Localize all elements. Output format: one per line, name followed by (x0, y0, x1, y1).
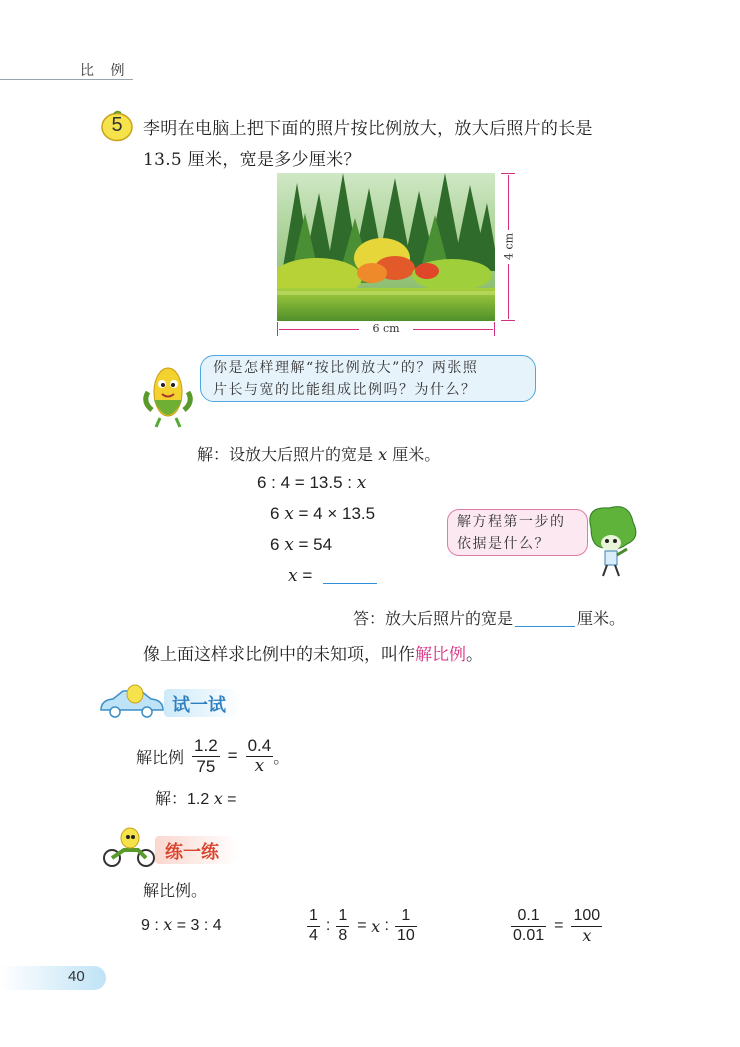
page-number: 40 (68, 968, 85, 985)
p3-b-den: x (582, 925, 592, 945)
try-problem (136, 735, 289, 777)
cabbage-mascot-icon (581, 503, 639, 578)
definition-highlight: 解比例 (415, 645, 466, 665)
p3-a-den: 0.01 (513, 926, 545, 944)
page-number-tab (0, 966, 106, 990)
photo-width-label: 6 cm (372, 322, 400, 335)
p2-var: x (371, 916, 381, 936)
try-prompt: 解比例 (136, 747, 185, 767)
p2-eq: = (357, 917, 372, 934)
step1-var: x (356, 473, 367, 493)
practice-problem-3 (511, 905, 602, 947)
try-car-mascot (97, 684, 165, 720)
practice-bike-mascot (100, 826, 158, 868)
step4-b: = (297, 566, 313, 585)
car-mascot-icon (97, 684, 165, 720)
solution-step2 (270, 504, 375, 524)
try-fraction-right (246, 736, 274, 776)
p2-frac-a (307, 907, 320, 945)
hint-line1: 解方程第一步的 (457, 514, 566, 530)
step3-b: = 54 (293, 535, 333, 554)
example-number: 5 (111, 114, 123, 136)
step1-text: 6 : 4 = 13.5 : (257, 473, 357, 492)
p3-frac-b (571, 907, 602, 945)
dimension-tick-bottom (501, 320, 515, 321)
try-fraction-left (192, 736, 220, 776)
try-solve (155, 786, 237, 809)
p2-b-den: 8 (338, 926, 348, 944)
p2-a-num: 1 (309, 907, 318, 925)
bubble-line1: 你是怎样理解“按比例放大”的？两张照 (213, 360, 479, 376)
definition-b: 。 (466, 645, 483, 665)
corn-mascot (140, 362, 196, 428)
p3-b-num: 100 (573, 907, 601, 925)
try-equals: = (227, 746, 238, 765)
try-title: 试一试 (172, 695, 226, 715)
definition-a: 像上面这样求比例中的未知项，叫作 (143, 645, 415, 665)
definition-text (143, 640, 483, 665)
p3-frac-a (511, 907, 546, 945)
question-bubble (200, 355, 536, 402)
p2-a-den: 4 (309, 926, 318, 944)
p1-var: x (163, 915, 173, 934)
p2-colon2: : (380, 917, 389, 934)
p2-c-den: 10 (396, 926, 415, 944)
try-solve-a: 解：1.2 (155, 791, 214, 808)
bubble-line2: 片长与宽的比能组成比例吗？为什么？ (213, 382, 477, 398)
step2-var: x (284, 504, 294, 524)
answer-b: 厘米。 (577, 609, 626, 628)
try-solve-b: = (222, 791, 237, 808)
photo-height-label: 4 cm (502, 232, 516, 261)
motorbike-mascot-icon (100, 826, 158, 868)
solution-intro (197, 442, 440, 465)
p2-frac-b (336, 907, 349, 945)
step4-answer-blank[interactable] (323, 583, 377, 584)
try-period: 。 (273, 747, 290, 767)
solution-intro-var: x (378, 445, 388, 464)
dimension-tick-top (501, 173, 515, 174)
p1-b: = 3 : 4 (172, 917, 222, 934)
try-frac2-num: 0.4 (247, 735, 272, 755)
practice-prompt: 解比例。 (143, 881, 208, 900)
solution-intro-b: 厘米。 (387, 445, 441, 464)
try-frac1-num: 1.2 (194, 735, 218, 755)
photo-height-dimension (497, 173, 521, 321)
step3-var: x (284, 535, 294, 555)
question-line1: 李明在电脑上把下面的照片按比例放大，放大后照片的长是 (143, 119, 593, 139)
p1-a: 9 : (141, 917, 164, 934)
chapter-title: 比 例 (80, 63, 131, 79)
photo-width-dimension (277, 322, 495, 342)
example-number-badge (100, 110, 134, 142)
solution-step4 (288, 566, 377, 586)
try-frac1-den: 75 (196, 756, 216, 776)
step2-a: 6 (270, 504, 285, 523)
step2-b: = 4 × 13.5 (293, 504, 376, 523)
p2-frac-c (395, 907, 417, 945)
practice-title: 练一练 (165, 842, 219, 862)
p3-a-num: 0.1 (517, 907, 540, 925)
dimension-line-bottom (508, 264, 509, 319)
corn-mascot-icon (140, 362, 196, 428)
step3-a: 6 (270, 535, 285, 554)
try-frac2-den: x (254, 755, 265, 776)
forest-photo-image (277, 173, 495, 321)
try-solve-var: x (213, 789, 223, 808)
step4-var: x (288, 566, 298, 586)
hint-line2: 依据是什么？ (457, 536, 550, 552)
solution-step3 (270, 535, 332, 555)
answer-blank[interactable] (515, 626, 575, 627)
p2-colon1: : (325, 917, 331, 934)
practice-problem-1 (141, 915, 222, 935)
answer-a: 答：放大后照片的宽是 (353, 609, 514, 628)
hint-bubble (447, 509, 588, 556)
forest-photo (277, 173, 495, 321)
cabbage-mascot (581, 503, 639, 578)
p2-c-num: 1 (401, 907, 411, 925)
p2-b-num: 1 (338, 907, 348, 925)
p3-eq: = (554, 917, 564, 934)
solution-intro-a: 解：设放大后照片的宽是 (197, 445, 379, 464)
practice-problem-2 (307, 905, 417, 947)
solution-step1 (257, 473, 366, 493)
answer-line (353, 606, 625, 629)
question-line2: 13.5 厘米，宽是多少厘米？ (143, 150, 361, 170)
